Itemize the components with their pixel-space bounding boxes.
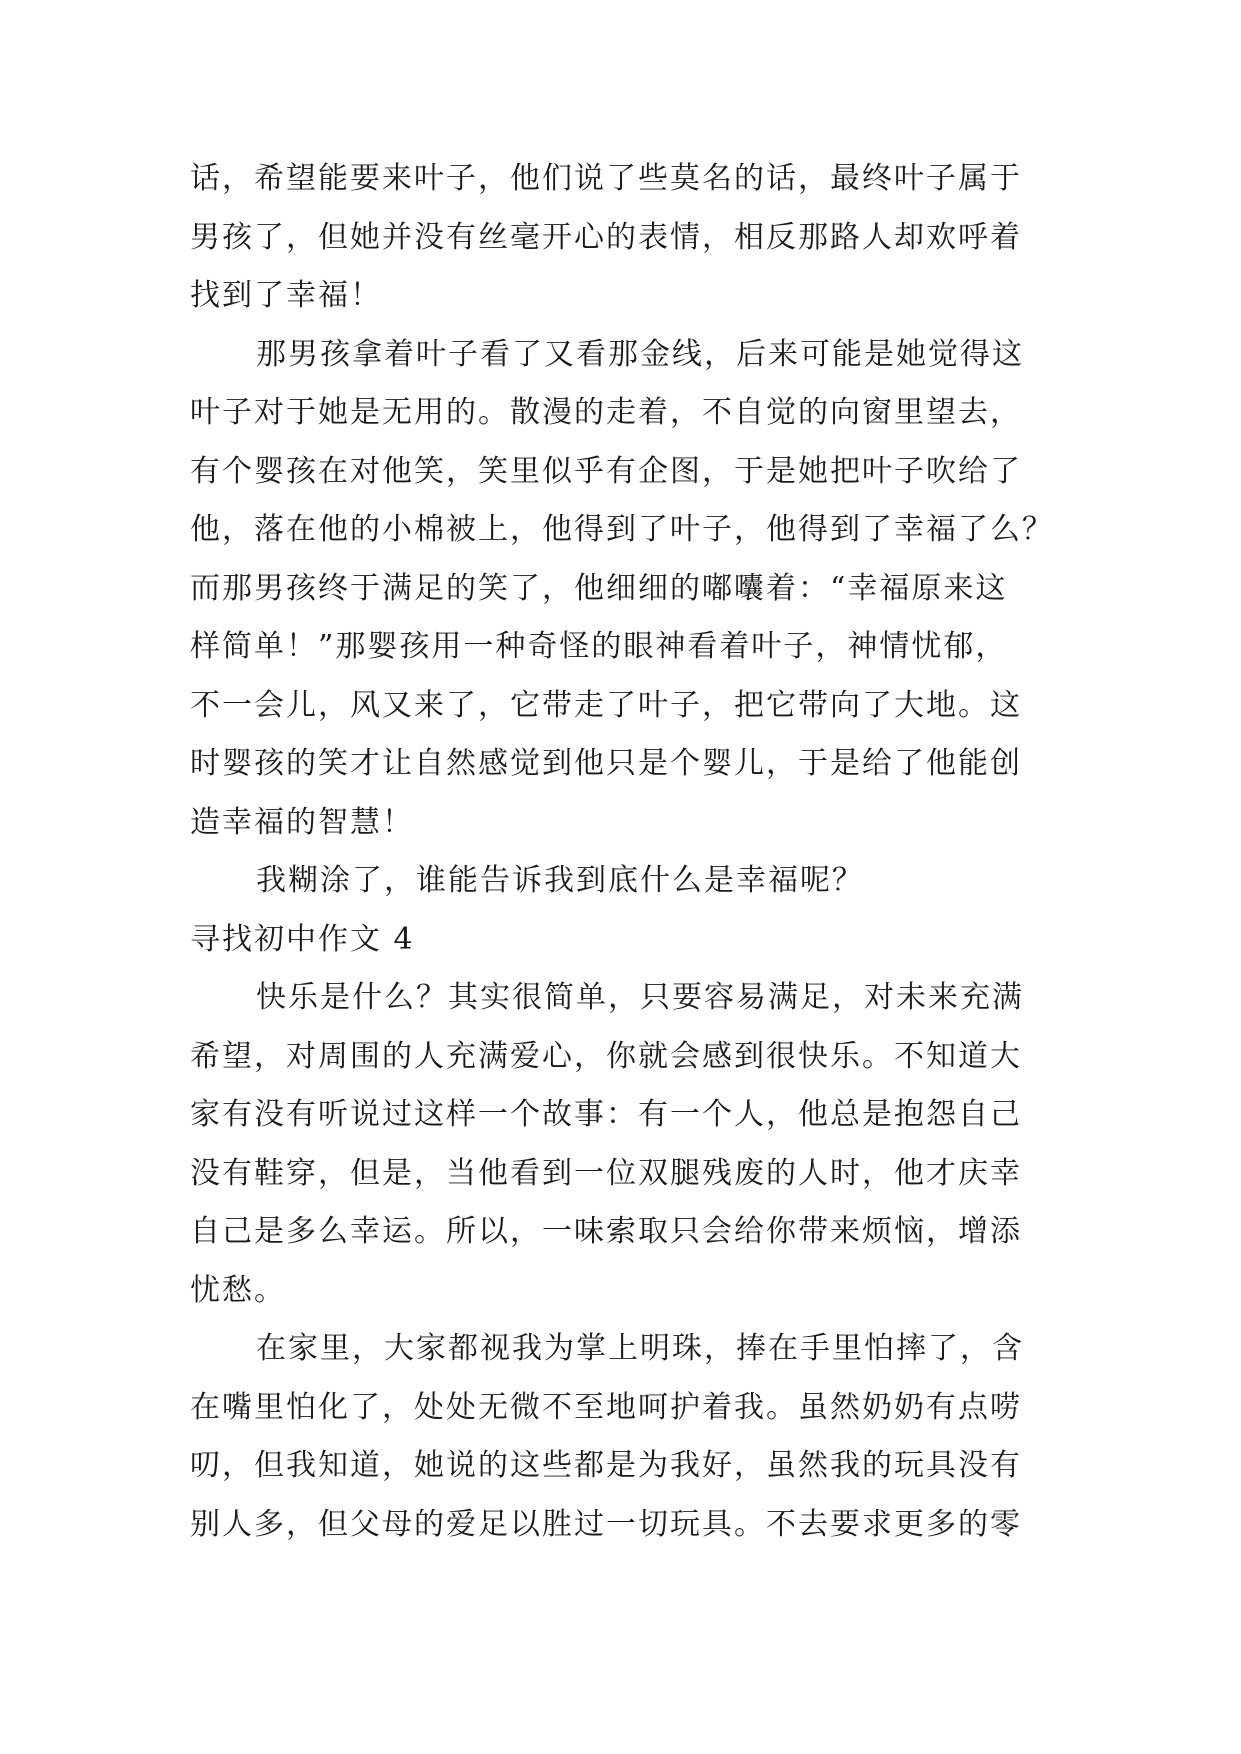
document-body <box>190 150 1054 1554</box>
text-line: 他，落在他的小棉被上，他得到了叶子，他得到了幸福了么？ <box>190 512 1054 547</box>
text-line: 自己是多么幸运。所以，一味索取只会给你带来烦恼，增添 <box>190 1214 1022 1249</box>
text-line: 时婴孩的笑才让自然感觉到他只是个婴儿，于是给了他能创 <box>190 746 1022 781</box>
paragraph-start-line: 我糊涂了，谁能告诉我到底什么是幸福呢？ <box>256 863 864 898</box>
text-line: 家有没有听说过这样一个故事：有一个人，他总是抱怨自己 <box>190 1097 1022 1132</box>
text-line: 叶子对于她是无用的。散漫的走着，不自觉的向窗里望去， <box>190 395 1022 430</box>
text-line: 忧愁。 <box>190 1272 286 1308</box>
paragraph-start-line: 快乐是什么？其实很简单，只要容易满足，对未来充满 <box>256 980 1024 1015</box>
text-line: 没有鞋穿，但是，当他看到一位双腿残废的人时，他才庆幸 <box>190 1155 1022 1191</box>
text-line: 找到了幸福！ <box>190 278 382 313</box>
text-line: 不一会儿，风又来了，它带走了叶子，把它带向了大地。这 <box>190 687 1022 723</box>
text-line: 而那男孩终于满足的笑了，他细细的嘟囔着：“幸福原来这 <box>190 570 1008 606</box>
text-line: 别人多，但父母的爱足以胜过一切玩具。不去要求更多的零 <box>190 1506 1022 1542</box>
text-line: 在嘴里怕化了，处处无微不至地呵护着我。虽然奶奶有点唠 <box>190 1389 1022 1425</box>
paragraph-start-line: 在家里，大家都视我为掌上明珠，捧在手里怕摔了，含 <box>256 1331 1024 1366</box>
section-heading: 寻找初中作文 4 <box>190 921 415 957</box>
text-line: 话，希望能要来叶子，他们说了些莫名的话，最终叶子属于 <box>190 161 1022 196</box>
text-line: 男孩了，但她并没有丝毫开心的表情，相反那路人却欢呼着 <box>190 219 1022 255</box>
paragraph-start-line: 那男孩拿着叶子看了又看那金线，后来可能是她觉得这 <box>256 336 1024 372</box>
text-line: 样简单！”那婴孩用一种奇怪的眼神看着叶子，神情忧郁， <box>190 629 1008 664</box>
text-line: 叨，但我知道，她说的这些都是为我好，虽然我的玩具没有 <box>190 1448 1022 1483</box>
text-line: 有个婴孩在对他笑，笑里似乎有企图，于是她把叶子吹给了 <box>190 453 1022 489</box>
text-line: 造幸福的智慧！ <box>190 804 414 840</box>
text-line: 希望，对周围的人充满爱心，你就会感到很快乐。不知道大 <box>190 1038 1022 1074</box>
